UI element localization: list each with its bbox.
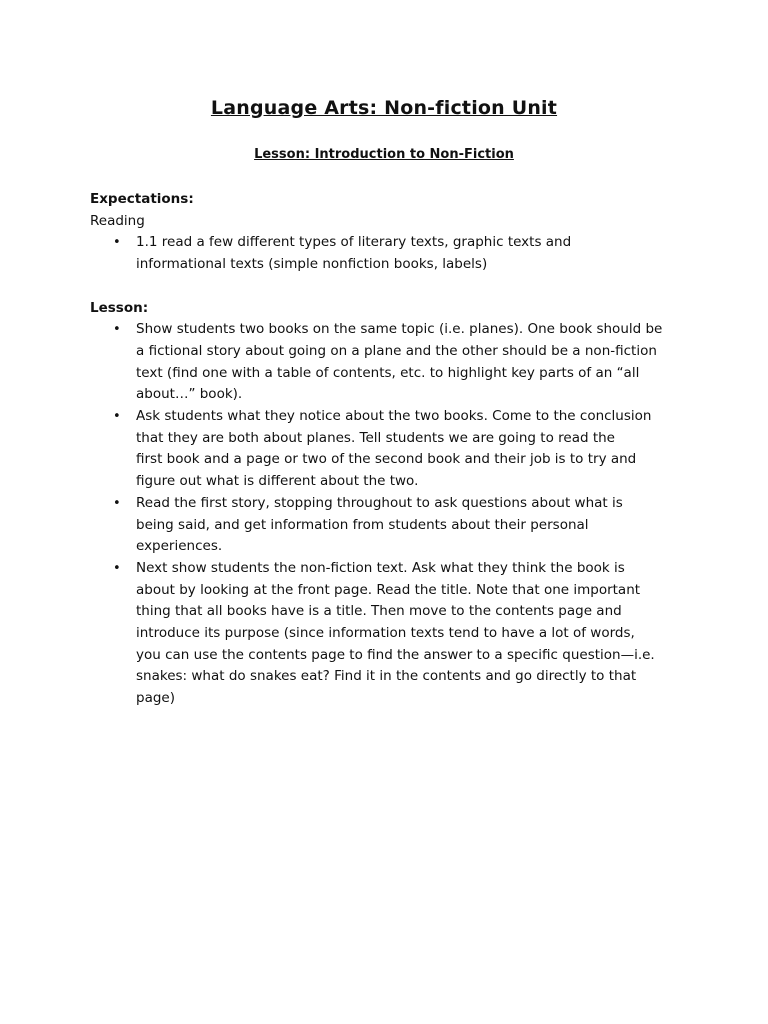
lesson-step-item — [90, 319, 690, 406]
list-item-line: snakes: what do snakes eat? Find it in the contents and go directly to that — [136, 668, 637, 685]
list-item-line: Show students two books on the same topic (i.e. planes). One book should be — [136, 321, 663, 338]
document-body — [90, 189, 690, 710]
list-item-line: figure out what is different about the two. — [136, 473, 419, 490]
list-item-line: introduce its purpose (since information texts tend to have a lot of words, — [136, 625, 635, 642]
list-item-line: page) — [136, 690, 175, 707]
bullet-icon: • — [113, 409, 121, 425]
list-item-line: Ask students what they notice about the two books. Come to the conclusion — [136, 408, 652, 425]
list-item-line: you can use the contents page to find the answer to a specific question—i.e. — [136, 646, 655, 663]
expectation-item — [90, 232, 690, 275]
list-item-line: text (find one with a table of contents, etc. to highlight key parts of an “all — [136, 364, 640, 381]
expectations-heading: Expectations: — [90, 191, 194, 207]
bullet-icon: • — [113, 322, 121, 338]
list-item-line: Read the first story, stopping throughout to ask questions about what is — [136, 494, 623, 511]
list-item-line: Next show students the non-fiction text. Ask what they think the book is — [136, 559, 625, 576]
list-item-line: first book and a page or two of the second book and their job is to try and — [136, 451, 637, 468]
list-item-line: 1.1 read a few different types of literary texts, graphic texts and — [136, 234, 572, 251]
bullet-icon: • — [113, 235, 121, 251]
bullet-icon: • — [113, 560, 121, 576]
list-item-line: thing that all books have is a title. Then move to the contents page and — [136, 603, 622, 620]
lesson-heading: Lesson: — [90, 299, 149, 316]
expectations-list — [90, 232, 690, 275]
section-gap — [90, 276, 690, 298]
list-item-line: experiences. — [136, 538, 223, 555]
lesson-step-item — [90, 558, 690, 710]
list-item-line: about by looking at the front page. Read the title. Note that one important — [136, 581, 641, 598]
list-item-line: about…” book). — [136, 386, 243, 403]
list-item-line: informational texts (simple nonfiction books, labels) — [136, 256, 488, 273]
list-item-line: a fictional story about going on a plane and the other should be a non-fiction — [136, 342, 657, 359]
lesson-subtitle: Lesson: Introduction to Non-Fiction — [254, 147, 514, 162]
page-title: Language Arts: Non-fiction Unit — [210, 97, 558, 119]
list-item-line: that they are both about planes. Tell students we are going to read the — [136, 429, 615, 446]
lesson-step-item — [90, 493, 690, 558]
bullet-icon: • — [113, 495, 121, 511]
expectations-subheading: Reading — [90, 212, 145, 229]
lesson-step-item — [90, 406, 690, 493]
list-item-line: being said, and get information from students about their personal — [136, 516, 589, 533]
lesson-list — [90, 319, 690, 710]
